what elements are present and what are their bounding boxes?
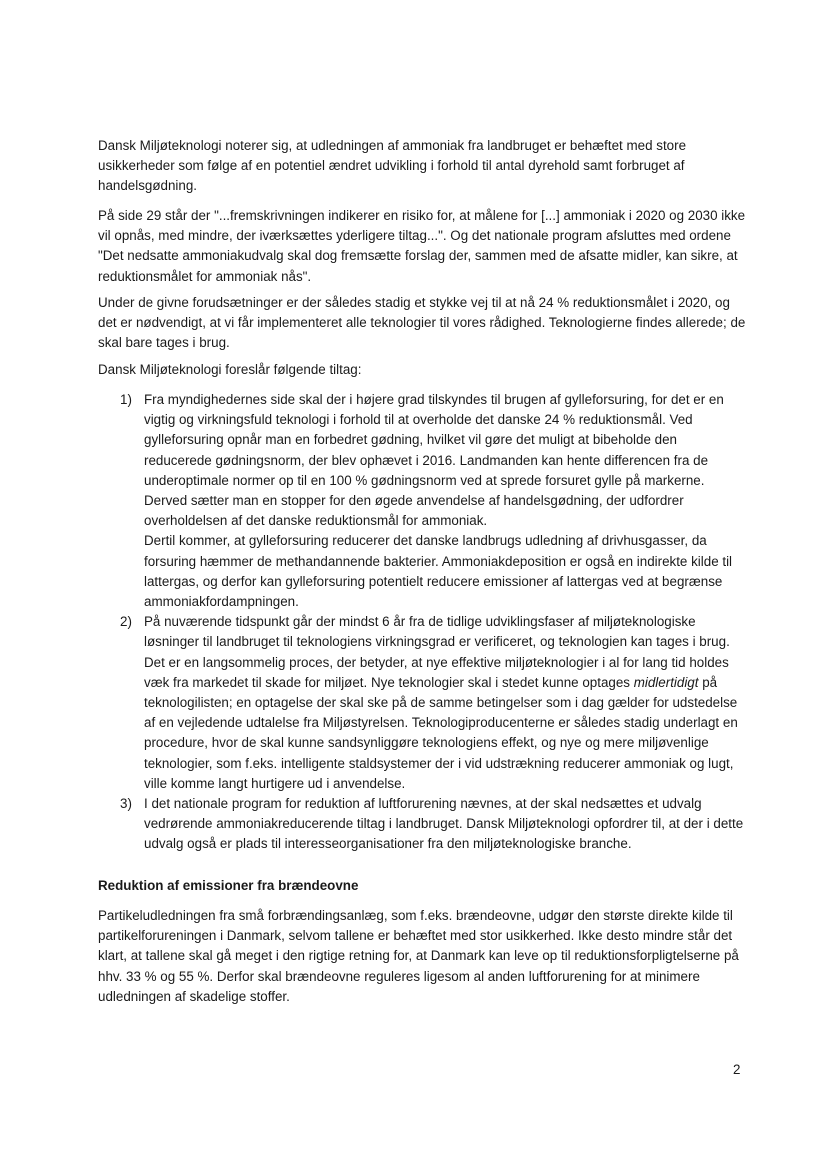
paragraph-national-program-quote: På side 29 står der "...fremskrivningen indikerer en risiko for, at målene for [...] ammoniak i 2020 og 2030 ikke vil opnås, med mindre, der iværksættes yderligere tiltag...". Og det nationale program afsluttes med ordene "Det nedsatte ammoniakudvalg skal dog fremsætte forslag der, sammen med de afsatte midler, kan sikre, at reduktionsmålet for ammoniak nås". [98, 208, 746, 284]
emphasis-text: midlertidigt [633, 674, 699, 690]
paragraph-ammonia-uncertainty: Dansk Miljøteknologi noterer sig, at udledningen af ammoniak fra landbruget er behæftet med store usikkerheder som følge af en potentiel ændret udvikling i forhold til antal dyrehold samt forbruget af handelsgødning. [98, 138, 687, 194]
list-item-number: 3) [120, 796, 132, 812]
list-item-text: I det nationale program for reduktion af luftforurening nævnes, at der skal nedsættes et udvalg vedrørende ammoniakreducerende tiltag i landbruget. Dansk Miljøteknologi opfordrer til, at der i dette udvalg også er plads til interesseorganisationer fra den miljøteknologiske branche. [144, 796, 744, 852]
list-item-number: 1) [120, 392, 132, 407]
list-item-text: Fra myndighedernes side skal der i højere grad tilskyndes til brugen af gylleforsuring, for det er en vigtig og virkningsfuld teknologi i forhold til at overholde det danske 24 % reduktionsmål. Ved gylleforsuring opnår man en forbedret gødning, hvilket vil gøre det muligt at bibeholde den reducerede gødningsnorm, der blev ophævet i 2016. Landmanden kan hente differencen fra de underoptimale normer op til en 100 % gødningsnorm ved at sprede forsuret gylle på markerne. Derved sætter man en stopper for den øgede anvendelse af handelsgødning, der udfordrer overholdelsen af det danske reduktionsmål for ammoniak. [144, 392, 724, 529]
list-item [98, 390, 748, 612]
list-item-text-part: På nuværende tidspunkt går der mindst 6 år fra de tidlige udviklingsfaser af miljøteknologiske løsninger til landbruget til teknologiens virkningsgrad er verificeret, og teknologien kan tages i brug. Det er en langsommelig proces, der betyder, at nye effektive miljøteknologier i al for lang tid holdes væk fra markedet til skade for miljøet. Nye teknologier skal i stedet kunne optages [144, 614, 730, 690]
list-item-continuation: Dertil kommer, at gylleforsuring reducerer det danske landbrugs udledning af drivhusgasser, da forsuring hæmmer de methandannende bakterier. Ammoniakdeposition er også en indirekte kilde til lattergas, og derfor kan gylleforsuring potentielt reducere emissioner af lattergas ved at begrænse ammoniakfordampningen. [144, 533, 733, 610]
section-heading: Reduktion af emissioner fra brændeovne [98, 878, 359, 893]
list-item-text-part: på teknologilisten; en optagelse der skal ske på de samme betingelser som i dag gælder for udstedelse af en vejledende udtalelse fra Miljøstyrelsen. Teknologiproducenterne er således stadig underlagt en procedure, hvor de skal kunne sandsynliggøre teknologiens effekt, og nye og mere miljøvenlige teknologier, som f.eks. intelligente staldsystemer der i vid udstrækning reducerer ammoniak og lugt, ville komme langt hurtigere ud i anvendelse. [144, 674, 738, 791]
list-item-number: 2) [120, 614, 132, 630]
paragraph-reduction-target: Under de givne forudsætninger er der således stadig et stykke vej til at nå 24 % reduktionsmålet i 2020, og det er nødvendigt, at vi får implementeret alle teknologier til vores rådighed. Teknologierne findes allerede; de skal bare tages i brug. [98, 295, 746, 351]
page-number: 2 [733, 1062, 741, 1077]
paragraph-proposals-intro: Dansk Miljøteknologi foreslår følgende tiltag: [98, 362, 362, 377]
paragraph-wood-stoves: Partikeludledningen fra små forbrændingsanlæg, som f.eks. brændeovne, udgør den største direkte kilde til partikelforureningen i Danmark, selvom tallene er behæftet med stor usikkerhed. Ikke desto mindre står det klart, at tallene skal gå meget i den rigtige retning for, at Danmark kan leve op til reduktionsforpligtelserne på hhv. 33 % og 55 %. Derfor skal brændeovne reguleres ligesom al anden luftforurening for at minimere udledningen af skadelige stoffer. [98, 908, 739, 1004]
list-item [98, 612, 748, 794]
list-item-text [144, 612, 748, 794]
list-item [98, 794, 748, 855]
proposal-list [98, 390, 748, 855]
